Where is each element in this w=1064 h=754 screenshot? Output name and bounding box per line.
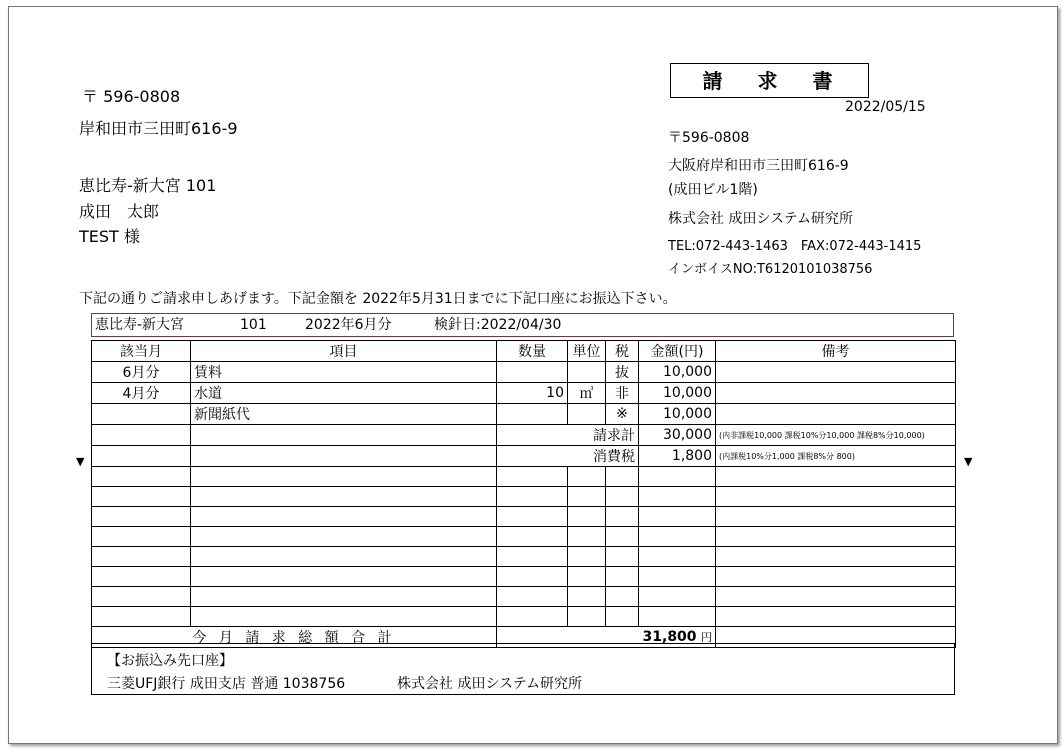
- cell-qty: 10: [497, 383, 568, 404]
- table-row: [92, 362, 956, 383]
- bank-heading: 【お振込み先口座】: [107, 653, 233, 669]
- cell-month: 4月分: [92, 383, 191, 404]
- col-header-qty: 数量: [497, 341, 568, 362]
- grand-total-unit: 円: [701, 631, 712, 644]
- cell-amount: 10,000: [639, 383, 716, 404]
- grand-total-value: 31,800: [642, 629, 697, 645]
- cell-month: [92, 404, 191, 425]
- cell-tax: 非: [606, 383, 639, 404]
- invoice-table: [91, 340, 956, 648]
- sender-building: (成田ビル1階): [668, 182, 758, 198]
- empty-row: [92, 567, 956, 587]
- property-room: 101: [240, 317, 267, 333]
- cell-note: [716, 383, 956, 404]
- col-header-month: 該当月: [92, 341, 191, 362]
- empty-cell: [92, 446, 191, 467]
- empty-row: [92, 467, 956, 487]
- cell-item: 賃料: [191, 362, 497, 383]
- bank-account-box: [91, 643, 955, 695]
- subtotal-row: [92, 425, 956, 446]
- empty-row: [92, 547, 956, 567]
- empty-cell: [191, 425, 497, 446]
- cell-tax: 抜: [606, 362, 639, 383]
- col-header-item: 項目: [191, 341, 497, 362]
- empty-row: [92, 587, 956, 607]
- cell-qty: [497, 404, 568, 425]
- cell-month: 6月分: [92, 362, 191, 383]
- bank-detail: 三菱UFJ銀行 成田支店 普通 1038756: [107, 676, 346, 692]
- table-row: [92, 383, 956, 404]
- property-line: [91, 313, 954, 337]
- col-header-amount: 金額(円): [639, 341, 716, 362]
- issue-date: 2022/05/15: [845, 99, 926, 115]
- recipient-honorific: TEST 様: [79, 227, 140, 246]
- sender-tel-fax: TEL:072-443-1463 FAX:072-443-1415: [668, 239, 922, 254]
- sender-invoice-no: インボイスNO:T6120101038756: [668, 262, 873, 277]
- tax-value: 1,800: [639, 446, 716, 467]
- cell-amount: 10,000: [639, 362, 716, 383]
- cell-qty: [497, 362, 568, 383]
- subtotal-note: (内非課税10,000 課税10%分10,000 課税8%分10,000): [716, 425, 956, 446]
- empty-cell: [191, 446, 497, 467]
- tax-label: 消費税: [497, 446, 639, 467]
- cell-item: 新聞紙代: [191, 404, 497, 425]
- meter-reading-date: 検針日:2022/04/30: [434, 317, 562, 333]
- cell-unit: ㎥: [568, 383, 606, 404]
- grand-total-label: 今 月 請 求 総 額 合 計: [92, 627, 497, 648]
- empty-row: [92, 507, 956, 527]
- cell-amount: 10,000: [639, 404, 716, 425]
- tax-row: [92, 446, 956, 467]
- recipient-building: 恵比寿-新大宮 101: [79, 176, 217, 195]
- billing-period: 2022年6月分: [305, 317, 392, 333]
- col-header-unit: 単位: [568, 341, 606, 362]
- col-header-tax: 税: [606, 341, 639, 362]
- sender-company: 株式会社 成田システム研究所: [668, 211, 854, 227]
- left-marker-icon: ▼: [76, 455, 85, 468]
- recipient-address: 岸和田市三田町616-9: [79, 119, 238, 138]
- empty-row: [92, 607, 956, 627]
- col-header-note: 備考: [716, 341, 956, 362]
- cell-unit: [568, 362, 606, 383]
- tax-note: (内課税10%分1,000 課税8%分 800): [716, 446, 956, 467]
- cell-tax: ※: [606, 404, 639, 425]
- right-marker-icon: ▼: [964, 455, 973, 468]
- sender-address: 大阪府岸和田市三田町616-9: [668, 158, 849, 174]
- cell-note: [716, 404, 956, 425]
- subtotal-value: 30,000: [639, 425, 716, 446]
- cell-item: 水道: [191, 383, 497, 404]
- property-building: 恵比寿-新大宮: [95, 317, 185, 333]
- bank-account-holder: 株式会社 成田システム研究所: [397, 676, 583, 692]
- empty-row: [92, 487, 956, 507]
- cell-note: [716, 362, 956, 383]
- table-row: [92, 404, 956, 425]
- sender-postal: 〒596-0808: [668, 130, 750, 146]
- recipient-postal: 〒 596-0808: [82, 87, 181, 106]
- empty-row: [92, 527, 956, 547]
- cell-unit: [568, 404, 606, 425]
- intro-text: 下記の通りご請求申しあげます。下記金額を 2022年5月31日までに下記口座にお振込下さい。: [79, 291, 677, 307]
- empty-cell: [92, 425, 191, 446]
- recipient-name: 成田 太郎: [79, 202, 160, 221]
- document-title: 請 求 書: [670, 63, 869, 98]
- subtotal-label: 請求計: [497, 425, 639, 446]
- table-header-row: [92, 341, 956, 362]
